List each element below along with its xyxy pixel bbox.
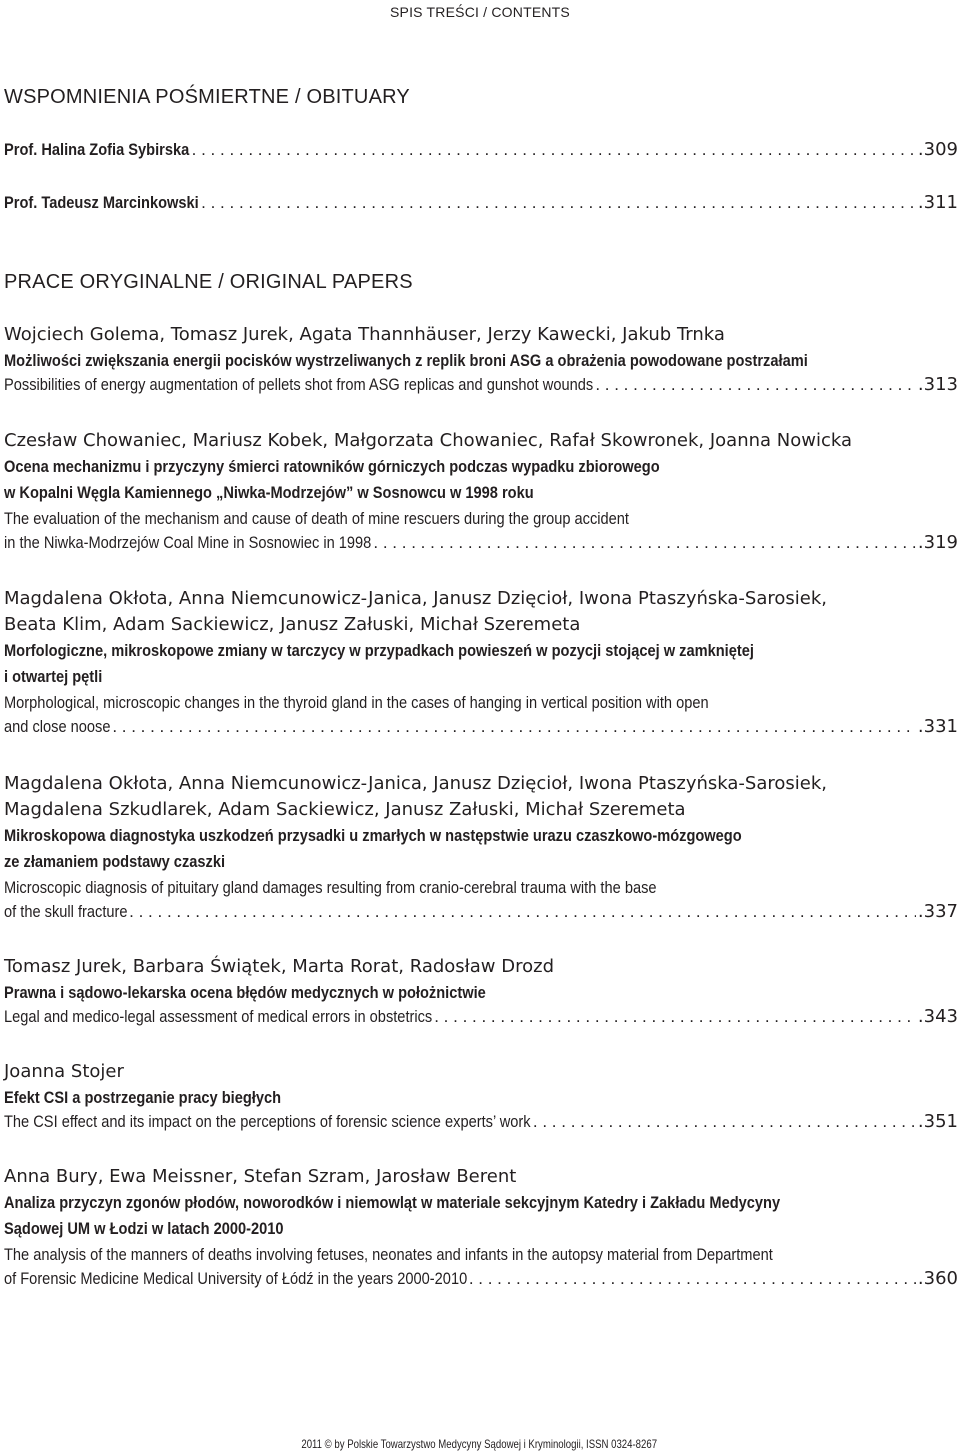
entry-title-english: The evaluation of the mechanism and cause of death of mine rescuers during the group accident — [4, 509, 629, 528]
entry-title-english: Legal and medico-legal assessment of medical errors in obstetrics — [4, 1007, 433, 1026]
dot-leader — [112, 717, 916, 737]
entry-title-polish: Sądowej UM w Łodzi w latach 2000-2010 — [4, 1219, 284, 1238]
toc-entry-paper-6[interactable] — [4, 1059, 958, 1138]
toc-line — [4, 716, 958, 743]
entry-title-polish: ze złamaniem podstawy czaszki — [4, 852, 226, 871]
entry-title-polish: Możliwości zwiększania energii pocisków wystrzeliwanych z replik broni ASG a obrażenia powodowane postrzałami — [4, 351, 808, 370]
toc-entry-paper-3[interactable] — [4, 586, 958, 743]
entry-authors: Beata Klim, Adam Sackiewicz, Janusz Załuski, Michał Szeremeta — [4, 614, 581, 635]
toc-entry-obituary-2[interactable] — [4, 192, 958, 219]
entry-name: Prof. Tadeusz Marcinkowski — [4, 193, 199, 212]
dot-leader — [201, 193, 916, 213]
toc-entry-paper-5[interactable] — [4, 954, 958, 1033]
entry-title-english: and close noose — [4, 717, 111, 736]
dot-leader — [129, 902, 916, 922]
page-number: .319 — [917, 532, 958, 553]
dot-leader — [533, 1112, 916, 1132]
entry-title-english: Possibilities of energy augmentation of pellets shot from ASG replicas and gunshot wounds — [4, 375, 594, 394]
page-number: .331 — [917, 716, 958, 737]
toc-entry-paper-4[interactable] — [4, 771, 958, 928]
dot-leader — [469, 1269, 916, 1289]
page-number: .343 — [917, 1006, 958, 1027]
entry-authors: Magdalena Okłota, Anna Niemcunowicz-Janica, Janusz Dzięcioł, Iwona Ptaszyńska-Sarosiek, — [4, 588, 827, 609]
toc-line — [4, 1006, 958, 1033]
running-head: SPIS TREŚCI / CONTENTS — [390, 4, 570, 20]
toc-line — [4, 532, 958, 559]
entry-authors: Joanna Stojer — [4, 1061, 124, 1082]
entry-title-polish: Mikroskopowa diagnostyka uszkodzeń przysadki u zmarłych w następstwie urazu czaszkowo-mózgowego — [4, 826, 742, 845]
page-number: .351 — [917, 1111, 958, 1132]
toc-line — [4, 901, 958, 928]
toc-entry-obituary-1[interactable] — [4, 139, 958, 166]
entry-title-polish: Efekt CSI a postrzeganie pracy biegłych — [4, 1088, 282, 1107]
entry-authors: Czesław Chowaniec, Mariusz Kobek, Małgorzata Chowaniec, Rafał Skowronek, Joanna Nowicka — [4, 430, 853, 451]
toc-entry-paper-7[interactable] — [4, 1164, 958, 1295]
page-number: .313 — [917, 374, 958, 395]
entry-title-polish: Morfologiczne, mikroskopowe zmiany w tarczycy w przypadkach powieszeń w pozycji stojącej w zamkniętej — [4, 641, 754, 660]
footer-copyright: 2011 © by Polskie Towarzystwo Medycyny Sądowej i Kryminologii, ISSN 0324-8267 — [301, 1437, 658, 1451]
entry-authors: Magdalena Szkudlarek, Adam Sackiewicz, Janusz Załuski, Michał Szeremeta — [4, 799, 686, 820]
section-title-obituary: WSPOMNIENIA POŚMIERTNE / OBITUARY — [4, 86, 410, 108]
section-title-original-papers: PRACE ORYGINALNE / ORIGINAL PAPERS — [4, 271, 413, 293]
toc-line — [4, 139, 958, 166]
entry-authors: Tomasz Jurek, Barbara Świątek, Marta Rorat, Radosław Drozd — [4, 956, 555, 977]
toc-entry-paper-2[interactable] — [4, 428, 958, 559]
entry-title-english: Morphological, microscopic changes in the thyroid gland in the cases of hanging in vertical position with open — [4, 693, 709, 712]
page-number: .309 — [917, 139, 958, 160]
entry-authors: Anna Bury, Ewa Meissner, Stefan Szram, Jarosław Berent — [4, 1166, 517, 1187]
entry-title-polish: Analiza przyczyn zgonów płodów, noworodków i niemowląt w materiale sekcyjnym Katedry i Zakładu Medycyny — [4, 1193, 781, 1212]
entry-title-english: of Forensic Medicine Medical University of Łódź in the years 2000-2010 — [4, 1269, 468, 1288]
entry-authors: Wojciech Golema, Tomasz Jurek, Agata Thannhäuser, Jerzy Kawecki, Jakub Trnka — [4, 324, 725, 345]
page-number: .337 — [917, 901, 958, 922]
entry-title-english: of the skull fracture — [4, 902, 128, 921]
dot-leader — [595, 375, 916, 395]
entry-title-english: The analysis of the manners of deaths involving fetuses, neonates and infants in the autopsy material from Department — [4, 1245, 773, 1264]
entry-title-polish: Prawna i sądowo-lekarska ocena błędów medycznych w położnictwie — [4, 983, 486, 1002]
entry-title-polish: i otwartej pętli — [4, 667, 103, 686]
entry-title-polish: w Kopalni Węgla Kamiennego „Niwka-Modrzejów” w Sosnowcu w 1998 roku — [4, 483, 534, 502]
page-number: .360 — [917, 1268, 958, 1289]
entry-name: Prof. Halina Zofia Sybirska — [4, 140, 190, 159]
dot-leader — [192, 140, 916, 160]
toc-line — [4, 374, 958, 401]
page-number: .311 — [917, 192, 958, 213]
toc-line — [4, 1111, 958, 1138]
toc-entry-paper-1[interactable] — [4, 322, 958, 401]
entry-title-english: The CSI effect and its impact on the perceptions of forensic science experts’ work — [4, 1112, 531, 1131]
entry-title-english: in the Niwka-Modrzejów Coal Mine in Sosnowiec in 1998 — [4, 533, 372, 552]
dot-leader — [434, 1007, 916, 1027]
entry-title-english: Microscopic diagnosis of pituitary gland damages resulting from cranio-cerebral trauma with the base — [4, 878, 657, 897]
dot-leader — [373, 533, 916, 553]
entry-title-polish: Ocena mechanizmu i przyczyny śmierci ratowników górniczych podczas wypadku zbiorowego — [4, 457, 660, 476]
toc-line — [4, 192, 958, 219]
entry-authors: Magdalena Okłota, Anna Niemcunowicz-Janica, Janusz Dzięcioł, Iwona Ptaszyńska-Sarosiek, — [4, 773, 827, 794]
toc-line — [4, 1268, 958, 1295]
